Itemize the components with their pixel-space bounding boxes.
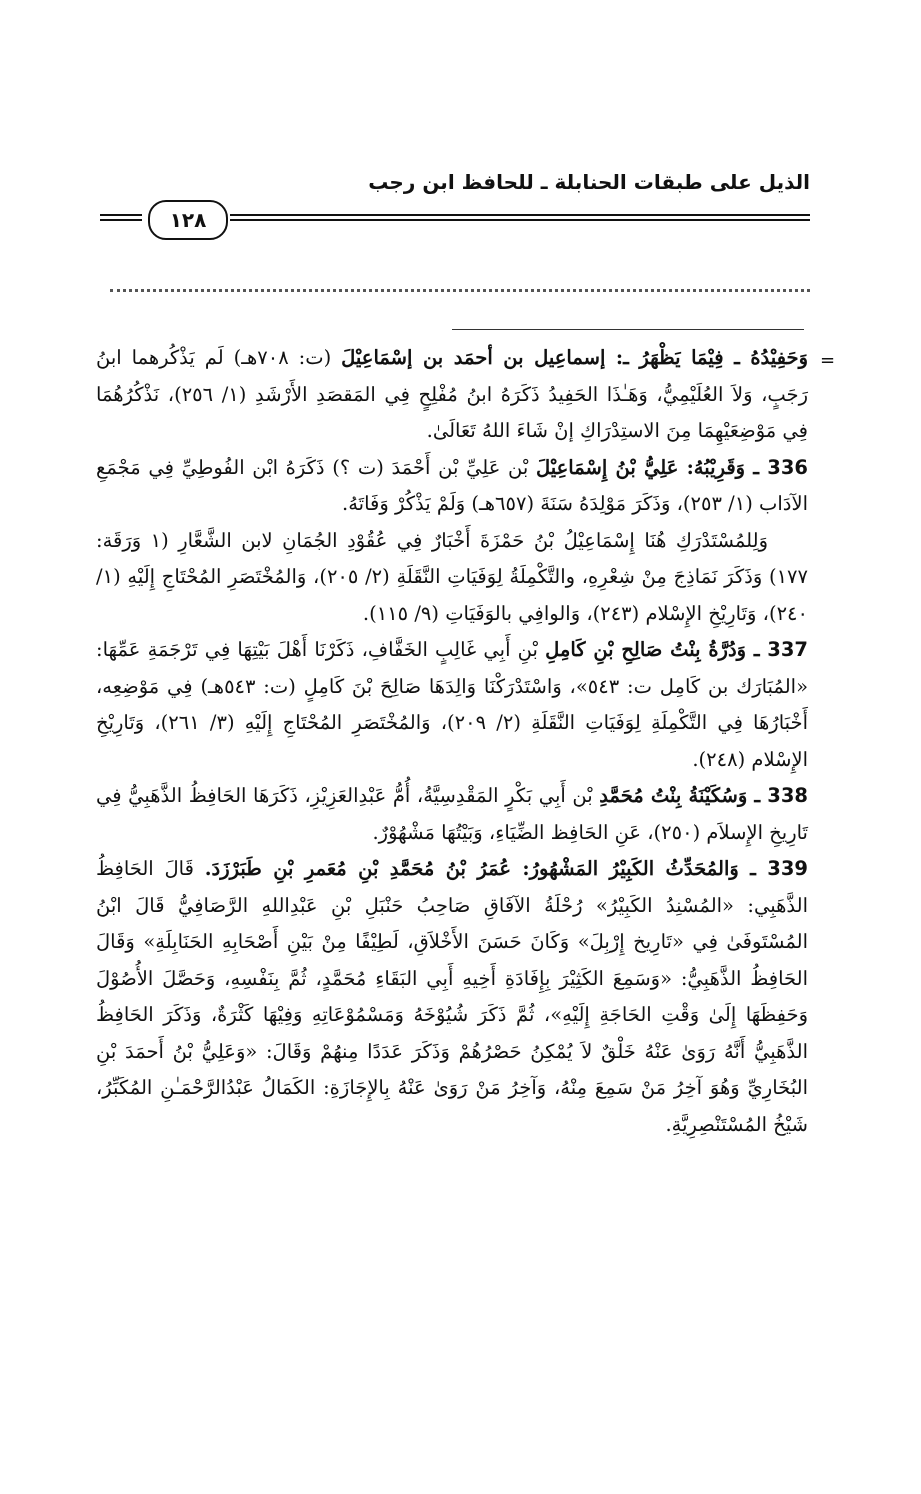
entry-name: ـ وَسُكَيْنَةُ بِنْتُ مُحَمَّدِ: [599, 784, 768, 807]
entry-name: ـ وَدُرَّةُ بِنْتُ صَالِحِ بْنِ كَامِلِ: [545, 638, 768, 661]
entry-339: [96, 851, 808, 1143]
entry-text: قَالَ الحَافِظُ الذَّهَبِي: «المُسْنِدُ الكَبِيْرُ» رُحْلَةُ الآفَاقِ صَاحِبُ حَنْبَلِ بْنِ عَبْدِاللهِ الرَّصَافِيُّ قَالَ ابْنُ المُسْتَوفَىٰ فِي «تَارِيخ إِرْبِلَ» وَكَانَ حَسَنَ الأَخْلاَقِ، لَطِيْفًا مِنْ بَيْنِ أَصْحَابِهِ الحَنَابِلَةِ» وَقَالَ الحَافِظُ الذَّهَبِيُّ: «وَسَمِعَ الكَثِيْرَ بِإِفَادَةِ أَخِيهِ أَبِي البَقَاءِ مُحَمَّدٍ، ثُمَّ بِنَفْسِهِ، وَحَصَّلَ الأُصُوْلَ وَحَفِظَهَا إِلَىٰ وَقْتِ الحَاجَةِ إِلَيْهِ»، ثُمَّ ذَكَرَ شُيُوْخَهُ وَمَسْمُوْعَاتِهِ وَفِيْهَا كَثْرَةٌ، وَذَكَرَ الحَافِظُ الذَّهَبِيُّ أَنَّهُ رَوَىٰ عَنْهُ خَلْقٌ لاَ يُمْكِنُ حَصْرُهُمْ وَذَكَرَ عَدَدًا مِنهُمْ وَقَالَ: «وَعَلِيُّ بْنُ أَحمَدَ بْنِ البُخَارِيِّ وَهُوَ آخِرُ مَنْ سَمِعَ مِنْهُ، وَآخِرُ مَنْ رَوَىٰ عَنْهُ بِالإِجَازَةِ: الكَمَالُ عَبْدُالرَّحْمَـٰنِ المُكَبِّرُ، شَيْخُ المُسْتَنْصِرِيَّةِ.: [96, 857, 808, 1136]
entry-name: ـ وَالمُحَدِّثُ الكَبِيْرُ المَشْهُورُ: عُمَرُ بْنُ مُحَمَّدِ بْنِ مُعَمرِ بْنِ طَبَرْزَدَ.: [204, 857, 768, 880]
entry-name: ـ وَقَرِيْبُهُ: عَلِيُّ بْنُ إِسْمَاعِيْلَ: [535, 455, 768, 479]
entry-text: بْنِ أَبِي غَالِبٍ الخَفَّافِ، ذَكَرْنَا أَهْلَ بَيْتِهَا فِي تَرْجَمَةِ عَمِّهَا: «المُبَارَك بن كَامِل ت: ٥٤٣»، وَاسْتَدْرَكْنَا وَالِدَهَا صَالِحَ بْنَ كَامِلٍ (ت: ٥٤٣هـ) فِي مَوْضِعِه، أَخْبَارُهَا فِي التَّكْمِلَةِ لِوَفَيَاتِ النَّقَلَةِ (٢/ ٢٠٩)، وَالمُخْتَصَرِ المُحْتَاجِ إِلَيْهِ (٣/ ٢٦١)، وَتَارِيْخِ الإِسْلام (٢٤٨).: [96, 638, 808, 771]
footnote-rule: [452, 329, 804, 330]
entry-number: 339: [767, 857, 808, 880]
entry-338: [96, 778, 808, 851]
page-number: ١٢٨: [148, 200, 228, 240]
running-title: الذيل على طبقات الحنابلة ـ للحافظ ابن رجب: [368, 170, 810, 194]
text-body: [96, 340, 808, 1143]
entry-text: بْن عَلِيِّ بْن أَحْمَدَ (ت ؟) ذَكَرَهُ ابْن الفُوطِيِّ فِي مَجْمَعِ الآدَاب (١/ ٢٥٣)، وَذَكَرَ مَوْلِدَهُ سَنَةَ (٦٥٧هـ) وَلَمْ يَذْكُرْ وَفَاتَهُ.: [96, 455, 808, 515]
header-rule-left: [100, 214, 142, 221]
entry-number: 337: [767, 638, 808, 661]
entry-337: [96, 632, 808, 778]
entry-name: وَحَفِيْدُهُ ـ فِيْمَا يَظْهَرُ ـ: إسماعِيل بن أحمَد بن إسْمَاعِيْلَ: [341, 346, 808, 369]
entry-text: (ت: ٧٠٨هـ) لَم يَذْكُرهما ابنُ رَجَبٍ، وَلاَ العُلَيْمِيُّ، وَهَـٰذَا الحَفِيدُ ذَكَرَهُ ابنُ مُفْلِحٍ فِي المَقصَدِ الأَرْشَدِ (١/ ٢٥٦)، نَذْكُرُهُمَا فِي مَوْضِعَيْهِمَا مِنَ الاستِدْرَاكِ إنْ شَاءَ اللهُ تَعَالَىٰ.: [96, 346, 808, 442]
dotted-separator: [110, 289, 810, 292]
continuation-mark: =: [820, 350, 836, 371]
entry-336: [96, 450, 808, 523]
entry-number: 338: [767, 784, 808, 807]
paragraph-supplement: وَلِلمُسْتَدْرَكِ هُنَا إِسْمَاعِيْلُ بْنُ حَمْزَةَ أَخْبَارٌ فِي عُقُوْدِ الجُمَانِ لابن الشَّعَّارِ (١ وَرَقَة: ١٧٧) وَذَكَرَ نَمَاذِجَ مِنْ شِعْرِهِ، والتَّكْمِلَةُ لِوَفَيَاتِ النَّقَلَةِ (٢/ ٢٠٥)، وَالمُخْتَصَرِ المُحْتَاجِ إِلَيْهِ (١/ ٢٤٠)، وَتَارِيْخِ الإِسْلام (٢٤٣)، وَالوافِي بالوَفَيَاتِ (٩/ ١١٥).: [96, 528, 808, 625]
paragraph-grandson: [96, 340, 808, 450]
entry-text: بْن أَبِي بَكْرٍ المَقْدِسِيَّةُ، أُمُّ عَبْدِالعَزِيْزِ، ذَكَرَهَا الحَافِظُ الذَّهَبِيُّ فِي تَارِيخِ الإِسلاَم (٢٥٠)، عَنِ الحَافِظ الضِّيَاءِ، وَبَيْتُهَا مَشْهُوْرٌ.: [96, 784, 808, 844]
entry-number: 336: [767, 455, 808, 479]
page-header: [90, 170, 810, 240]
header-rule-right: [230, 214, 810, 221]
